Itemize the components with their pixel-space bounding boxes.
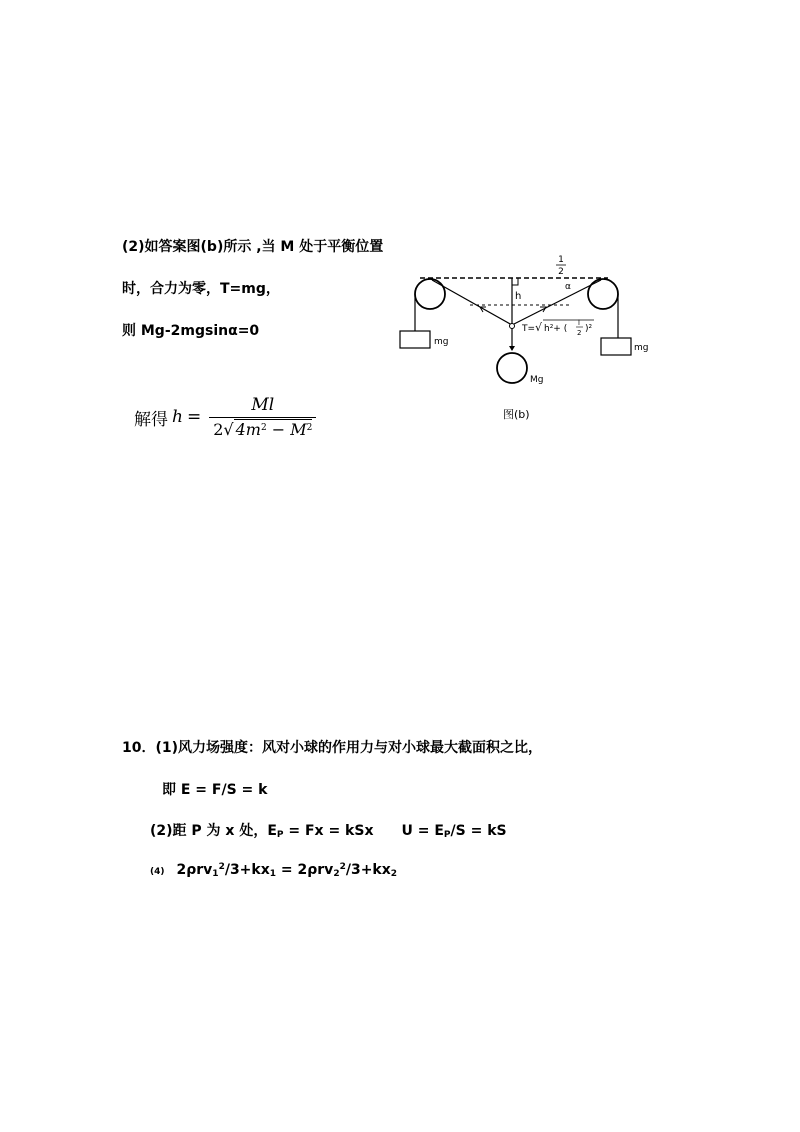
figure-caption: 图(b) [503,408,530,421]
right-weight-label: mg [634,343,649,353]
q10-line4-label: (4) [150,867,165,877]
half-length-num: 1 [558,255,564,265]
q10-line4-sub-1: 1 [212,869,219,879]
q10-line4-sup-1: 2 [218,862,225,872]
part2-line-2: 时，合力为零，T=mg， [122,281,280,297]
junction-point [510,324,515,329]
left-rope [432,280,512,325]
radicand-exp-a: 2 [260,423,267,433]
left-weight [400,331,430,348]
q10-line-2: 即 E = F/S = k [162,782,268,798]
part2-line-3: 则 Mg-2mgsinα=0 [122,323,260,339]
right-weight [601,338,631,355]
q10-line-3 [150,820,507,840]
radicand-term-b: M [290,420,307,439]
q10-line4-sub-4: 2 [390,869,398,879]
denominator-coefficient: 2 [213,420,224,439]
right-angle-mark [512,278,518,285]
half-length-den: 2 [558,267,564,277]
q10-line3-part-c: U = E [401,823,444,839]
tension-frac-den: 2 [577,329,582,337]
q10-line3-part-a: (2)距 P 为 x 处，E [150,823,277,839]
sqrt-symbol: √ [223,420,234,439]
tension-frac-num: l [578,319,580,327]
hanging-arrow [509,346,515,351]
tension-sqrt: √ [535,321,543,334]
q10-line4-sup-2: 2 [339,862,346,872]
q10-line-1: 10．(1)风力场强度：风对小球的作用力与对小球最大截面积之比， [122,740,543,756]
tension-prefix: T= [522,324,536,334]
q10-line3-part-d: /S = kS [450,823,507,839]
mass-label: Mg [530,375,544,385]
q10-line4-sub-2: 1 [269,869,277,879]
q10-line3-sub-p2: P [443,830,451,840]
radicand-term-a: 4m [235,420,261,439]
right-pulley [588,279,618,309]
q10-line4-part-b: /3+kx [224,862,270,878]
solution-numerator: Ml [251,395,275,415]
right-rope [512,280,601,325]
radicand-minus: − [266,420,291,439]
q10-line4-part-d: /3+kx [345,862,391,878]
q10-line4-part-c: = 2ρrv [276,862,334,878]
q10-line3-part-b: = Fx = kSx [283,823,374,839]
left-pulley [415,279,445,309]
solution-equals: = [186,407,202,427]
q10-line-4 [150,862,397,879]
solution-prefix: 解得 [134,409,168,430]
q10-line4-sub-3: 2 [333,869,340,879]
tension-expr: h²+ ( [544,324,568,334]
solution-variable: h [172,407,183,427]
q10-line3-sub-p1: P [276,830,284,840]
radicand-exp-b: 2 [306,423,313,433]
q10-line4-part-a: 2ρrv [176,862,213,878]
height-label: h [515,291,522,302]
tension-end: )² [585,324,593,334]
mass-M [497,353,527,383]
part2-line-1: (2)如答案图(b)所示 ,当 M 处于平衡位置 [122,239,384,255]
alpha-label: α [565,282,571,292]
left-weight-label: mg [434,337,449,347]
